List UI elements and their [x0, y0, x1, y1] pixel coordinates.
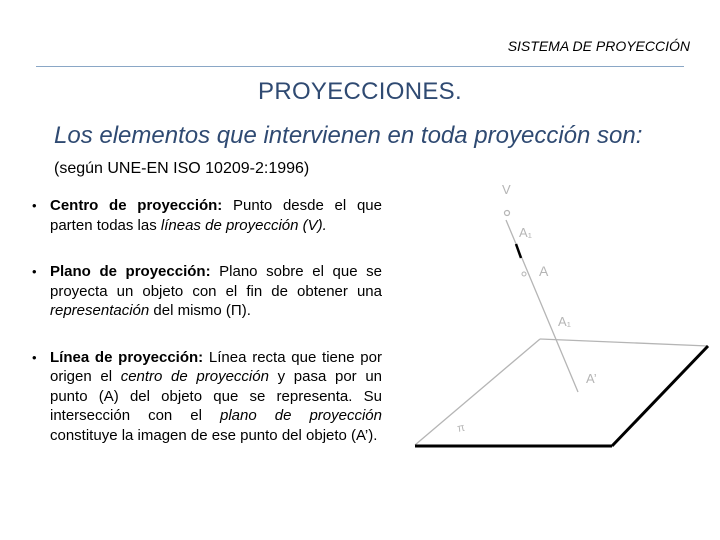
definitions-list: [30, 196, 382, 445]
definition-text: Línea recta que tiene por origen el: [50, 348, 382, 385]
definition-text: constituye la imagen de ese punto del objeto (A’).: [50, 426, 378, 444]
label-a: A: [539, 263, 549, 279]
label-v: V: [502, 182, 511, 197]
definition-emphasis: líneas de proyección (V).: [160, 216, 327, 234]
term-label: Plano de proyección:: [50, 263, 211, 280]
definition-emphasis: centro de proyección: [120, 368, 269, 385]
definition-text: del mismo (Π).: [149, 302, 251, 319]
definition-emphasis: representación: [50, 302, 150, 319]
header-title: SISTEMA DE PROYECCIÓN: [507, 38, 690, 54]
label-a1-mid: A₁: [558, 314, 572, 329]
plane-back-edge: [540, 339, 708, 346]
projection-diagram: [400, 180, 720, 480]
point-a-marker: [522, 272, 526, 276]
header-divider: [36, 66, 684, 67]
plane-right-edge: [612, 346, 708, 446]
list-item-projection-line: [30, 348, 382, 446]
definition-text: Punto desde el que parten todas las: [50, 197, 382, 234]
list-item-projection-plane: [30, 262, 382, 321]
term-label: Línea de proyección:: [50, 348, 204, 366]
label-a1-upper: A₁: [519, 225, 533, 240]
projection-center-marker: [505, 211, 510, 216]
projection-arrow: [516, 244, 521, 258]
plane-left-edge: [415, 339, 540, 445]
intro-text: Los elementos que intervienen en toda proyección son:: [54, 122, 643, 149]
term-label: Centro de proyección:: [50, 197, 223, 214]
intro-reference: (según UNE-EN ISO 10209-2:1996): [54, 160, 310, 177]
definition-text: Plano sobre el que se proyecta un objeto con el fin de obtener una: [50, 263, 382, 300]
list-item-projection-center: [30, 196, 382, 235]
definition-text: y pasa por un punto (A) del objeto que se representa. Su intersección con el: [50, 368, 382, 424]
intro-paragraph: [54, 121, 694, 184]
label-pi: π: [456, 421, 467, 435]
label-a-prime: A’: [586, 371, 597, 386]
definition-emphasis: plano de proyección: [220, 407, 382, 424]
page-title: PROYECCIONES.: [258, 78, 462, 105]
